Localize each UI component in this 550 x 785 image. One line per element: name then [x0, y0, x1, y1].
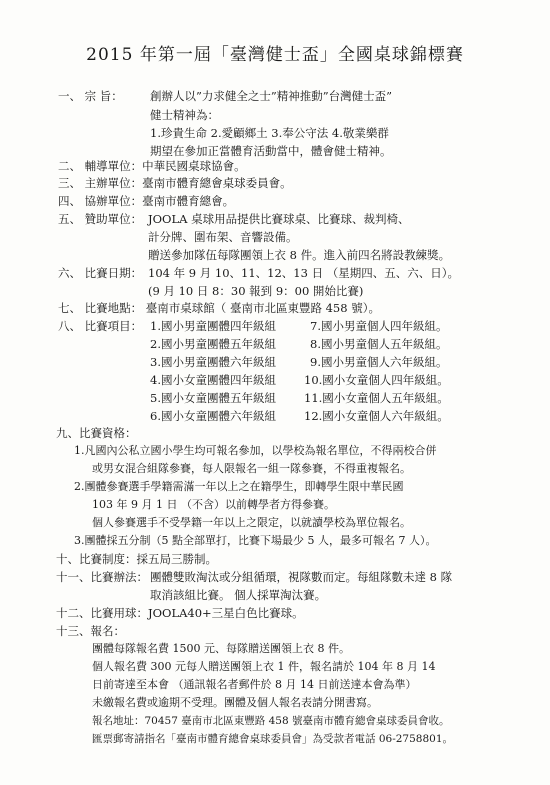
section-13-line: 日前寄達至本會 （通訊報名者郵件於 8 月 14 日前送達本會為準） — [92, 678, 417, 691]
event-item: 11.國小女童個人五年級組。 — [304, 391, 449, 405]
page-title: 2015 年第一屆「臺灣健士盃」全國桌球錦標賽 — [86, 45, 464, 65]
event-item: 2.國小男童團體五年級組 — [150, 337, 276, 351]
section-13-line: 報名地址：70457 臺南市北區東豐路 458 號臺南市體育總會桌球委員會收。 — [92, 715, 450, 727]
event-item: 7.國小男童個人四年級組。 — [310, 319, 448, 333]
event-item: 1.國小男童團體四年級組 — [150, 319, 276, 333]
section-9-line: 或男女混合組隊參賽，每人限報名一組一隊參賽，不得重複報名。 — [92, 462, 411, 475]
section-11-line: 團體雙敗淘汰或分組循環，視隊數而定。每組隊數未達 8 隊 — [150, 570, 453, 584]
section-6-line: (9 月 10 日 8：30 報到 9：00 開始比賽) — [148, 284, 364, 298]
section-13-line: 團體每隊報名費 1500 元、每隊贈送團領上衣 8 件。 — [92, 642, 350, 655]
section-11-label: 十一、比賽辦法： — [56, 570, 148, 584]
section-9-line: 2.團體參賽選手學籍需滿一年以上之在籍學生，即轉學生限中華民國 — [74, 480, 404, 493]
section-9-line: 個人參賽選手不受學籍一年以上之限定，以就讀學校為單位報名。 — [92, 516, 411, 529]
section-6-label: 六、 比賽日期： — [58, 266, 143, 280]
section-8-label: 八、 比賽項目： — [58, 319, 143, 333]
section-13-line: 匯票郵寄請指名「臺南市體育總會桌球委員會」為受款者電話 06-2758801。 — [92, 733, 454, 745]
event-item: 6.國小女童團體六年級組 — [150, 409, 276, 423]
section-4: 四、 協辦單位：臺南市體育總會。 — [58, 194, 235, 208]
section-6-line: 104 年 9 月 10、11、12、13 日 （星期四、五、六、日）。 — [148, 266, 459, 280]
section-5-line: 贈送參加隊伍每隊團領上衣 8 件。進入前四名將設教練獎。 — [148, 248, 451, 262]
section-5-label: 五、 贊助單位： — [58, 212, 143, 226]
section-11-line: 取消該組比賽。 個人採單淘汰賽。 — [150, 588, 327, 602]
event-item: 5.國小女童團體五年級組 — [150, 391, 276, 405]
section-9-line: 3.團體採五分制（5 點全部單打，比賽下場最少 5 人，最多可報名 7 人）。 — [74, 534, 437, 547]
section-13-line: 個人報名費 300 元每人贈送團領上衣 1 件，報名請於 104 年 8 月 14 — [92, 660, 436, 673]
event-item: 4.國小女童團體四年級組 — [150, 373, 276, 387]
section-9-line: 1.凡國內公私立國小學生均可報名參加，以學校為報名單位，不得兩校合併 — [74, 444, 437, 457]
event-item: 10.國小女童個人四年級組。 — [304, 373, 449, 387]
section-9-label: 九、比賽資格： — [56, 426, 137, 440]
event-item: 12.國小女童個人六年級組。 — [304, 409, 449, 423]
section-10: 十、比賽制度：採五局三勝制。 — [56, 552, 217, 566]
section-1-line: 期望在參加正當體育活動當中，體會健士精神。 — [150, 144, 392, 158]
section-9-line: 103 年 9 月 1 日 （不含）以前轉學者方得參賽。 — [92, 498, 335, 511]
section-7: 七、 比賽地點： 臺南市桌球館（ 臺南市北區東豐路 458 號）。 — [58, 301, 380, 315]
section-13-line: 未繳報名費或逾期不受理。團體及個人報名表請分開書寫。 — [92, 696, 378, 709]
section-1-line: 健士精神為： — [150, 108, 219, 122]
section-13-label: 十三、報名： — [56, 624, 125, 638]
event-item: 3.國小男童團體六年級組 — [150, 355, 276, 369]
section-5-line: JOOLA 桌球用品提供比賽球桌、比賽球、裁判椅、 — [148, 212, 410, 226]
section-2: 二、 輔導單位：中華民國桌球協會。 — [58, 159, 246, 173]
section-12: 十二、比賽用球：JOOLA40+三星白色比賽球。 — [56, 606, 304, 620]
section-1-line: 1.珍貴生命 2.愛顧鄉土 3.奉公守法 4.敬業樂群 — [150, 126, 389, 140]
section-3: 三、 主辦單位：臺南市體育總會桌球委員會。 — [58, 176, 292, 190]
section-1-label: 一、 宗 旨： — [58, 89, 123, 103]
section-5-line: 計分牌、圍布架、音響設備。 — [148, 230, 298, 244]
event-item: 9.國小男童個人六年級組。 — [310, 355, 448, 369]
event-item: 8.國小男童個人五年級組。 — [310, 337, 448, 351]
section-1-line: 創辦人以”力求健全之士”精神推動”台灣健士盃” — [150, 89, 393, 103]
